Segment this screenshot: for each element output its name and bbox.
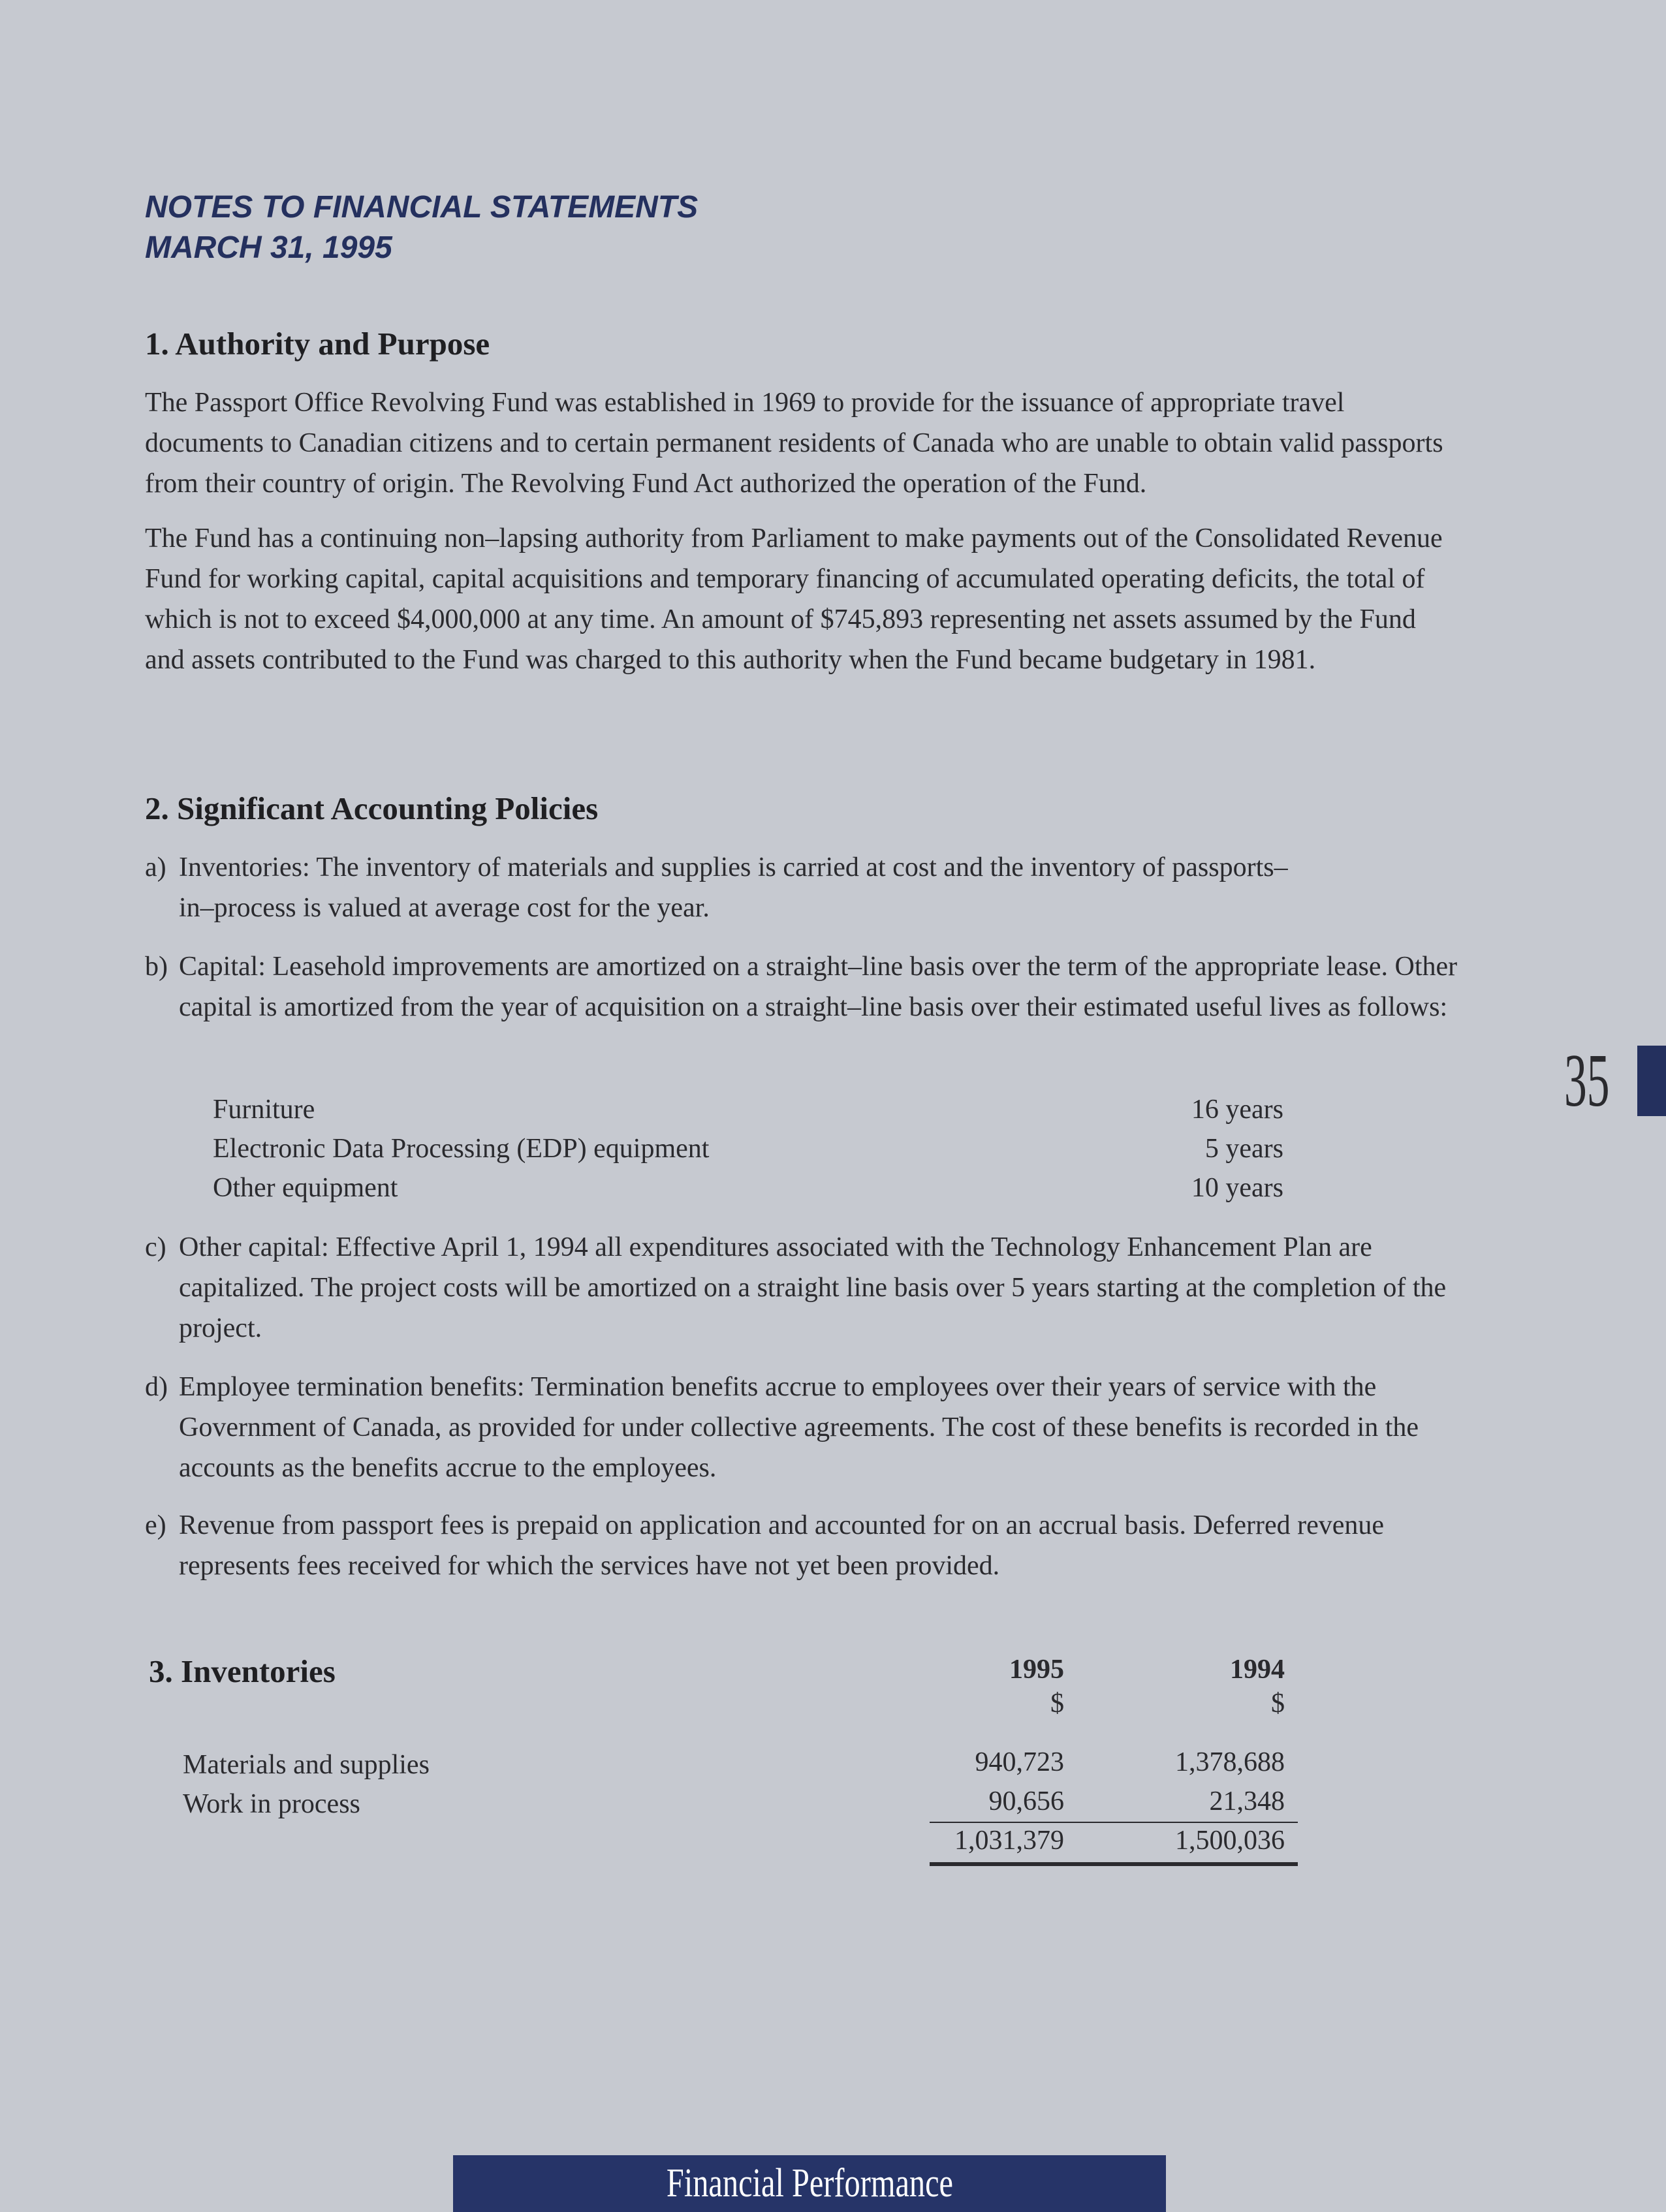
policy-item-c-text: Other capital: Effective April 1, 1994 all expenditures associated with the Technology Enhancement Plan are capitalized. The project costs will be amortized on a straight line basis over 5 years starting at the completion of the project.: [179, 1232, 1447, 1343]
inventory-row-label: Materials and supplies: [183, 1750, 430, 1780]
policy-item-a-label: a): [145, 852, 166, 882]
useful-life-row: [213, 1172, 1283, 1211]
useful-life-asset: Other equipment: [213, 1173, 398, 1203]
notes-header-title: NOTES TO FINANCIAL STATEMENTS: [145, 190, 699, 225]
useful-life-row: [213, 1133, 1283, 1172]
inventory-row-label: Work in process: [183, 1789, 360, 1819]
policy-item-b-text: Capital: Leasehold improvements are amortized on a straight–line basis over the term of the appropriate lease. Other capital is amortized from the year of acquisition on a straight–line basis over their estimated useful lives as follows:: [179, 952, 1458, 1022]
policy-item-d: [145, 1367, 1471, 1488]
total-double-rule: [930, 1862, 1298, 1866]
useful-life-asset: Furniture: [213, 1095, 315, 1125]
useful-life-years: 16 years: [1191, 1095, 1283, 1125]
column-header-1995: 1995: [1009, 1655, 1064, 1685]
inventory-total-1994: 1,500,036: [1175, 1826, 1285, 1856]
inventory-value-1995: 90,656: [988, 1786, 1064, 1816]
useful-life-years: 10 years: [1191, 1173, 1283, 1203]
policy-item-a-text: Inventories: The inventory of materials and supplies is carried at cost and the inventory of passports–in–process is valued at average cost for the year.: [179, 852, 1288, 923]
inventory-value-1994: 1,378,688: [1175, 1747, 1285, 1777]
policy-item-b: [145, 946, 1471, 1027]
useful-life-years: 5 years: [1204, 1134, 1283, 1164]
subtotal-rule: [930, 1822, 1298, 1823]
currency-1994: $: [1271, 1689, 1285, 1719]
notes-header-date: MARCH 31, 1995: [145, 230, 392, 265]
inventory-total-1995: 1,031,379: [954, 1826, 1064, 1856]
policy-item-c-label: c): [145, 1232, 166, 1262]
page-tab-marker: [1637, 1046, 1666, 1116]
policy-item-d-text: Employee termination benefits: Termination benefits accrue to employees over their years of service with the Government of Canada, as provided for under collective agreements. The cost of these benefits is recorded in the accounts as the benefits accrue to the employees.: [179, 1372, 1419, 1483]
footer-title: Financial Performance: [666, 2161, 953, 2205]
policy-item-e-label: e): [145, 1510, 166, 1540]
section-1-title: 1. Authority and Purpose: [145, 326, 490, 362]
useful-life-row: [213, 1094, 1283, 1133]
footer-banner: [453, 2155, 1166, 2212]
section-1-paragraph-1: The Passport Office Revolving Fund was established in 1969 to provide for the issuance of appropriate travel documents to Canadian citizens and to certain permanent residents of Canada who are unable to obtain valid passports from their country of origin. The Revolving Fund Act authorized the operation of the Fund.: [145, 388, 1443, 499]
policy-item-c: [145, 1227, 1471, 1348]
policy-item-e: [145, 1505, 1471, 1586]
currency-1995: $: [1050, 1689, 1064, 1719]
section-2-title: 2. Significant Accounting Policies: [145, 790, 599, 826]
section-3-title: 3. Inventories: [149, 1653, 336, 1689]
policy-item-d-label: d): [145, 1372, 168, 1402]
useful-life-asset: Electronic Data Processing (EDP) equipment: [213, 1134, 710, 1164]
inventory-value-1995: 940,723: [975, 1747, 1064, 1777]
policy-item-a: [145, 847, 1302, 928]
policy-item-b-label: b): [145, 952, 168, 982]
policy-item-e-text: Revenue from passport fees is prepaid on application and accounted for on an accrual basis. Deferred revenue represents fees received for which the services have not yet been provided.: [179, 1510, 1385, 1581]
page-number: 35: [1564, 1039, 1610, 1123]
column-header-1994: 1994: [1230, 1655, 1285, 1685]
section-1-paragraph-2: The Fund has a continuing non–lapsing authority from Parliament to make payments out of the Consolidated Revenue Fund for working capital, capital acquisitions and temporary financing of accumulated operating deficits, the total of which is not to exceed $4,000,000 at any time. An amount of $745,893 representing net assets assumed by the Fund and assets contributed to the Fund was charged to this authority when the Fund became budgetary in 1981.: [145, 523, 1443, 675]
inventory-value-1994: 21,348: [1209, 1786, 1285, 1816]
